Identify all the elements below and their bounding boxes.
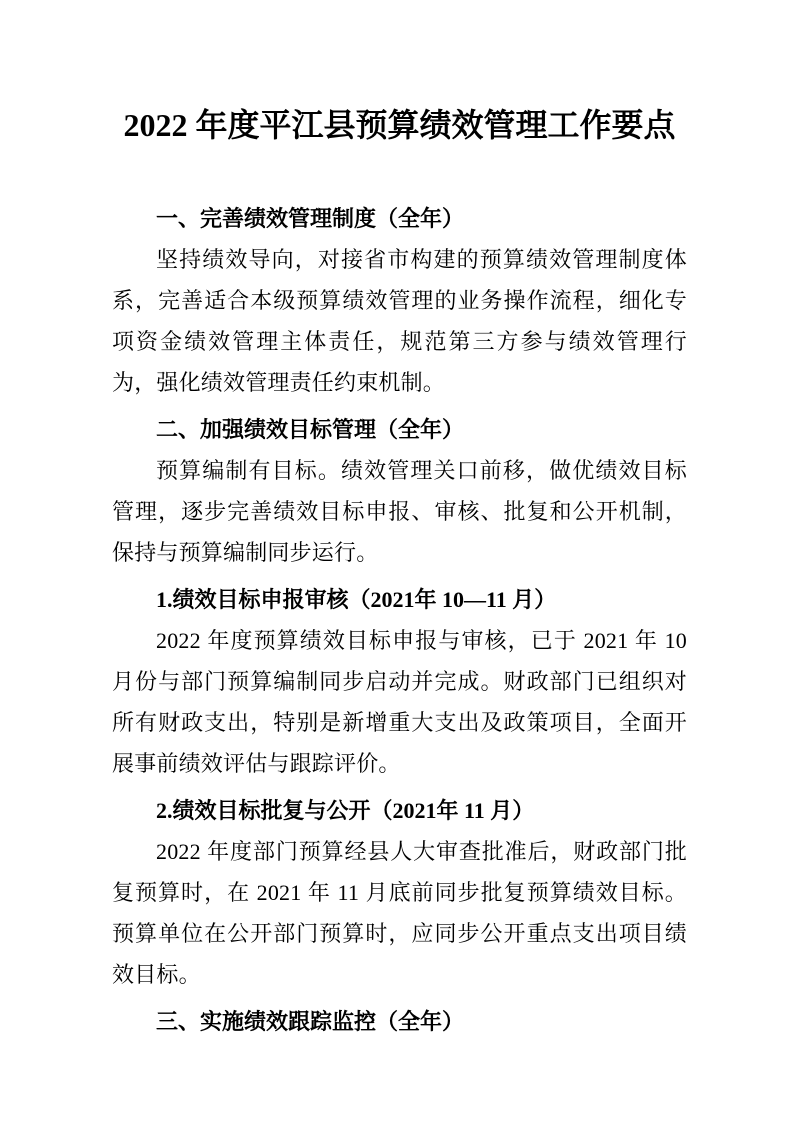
subsection-1-heading: 1.绩效目标申报审核（2021年 10—11 月） — [156, 587, 557, 612]
subsection-2-heading: 2.绩效目标批复与公开（2021年 11 月） — [156, 798, 535, 823]
section-1-paragraph: 坚持绩效导向，对接省市构建的预算绩效管理制度体系，完善适合本级预算绩效管理的业务操作流程，细化专项资金绩效管理主体责任，规范第三方参与绩效管理行为，强化绩效管理责任约束机制。 — [112, 247, 687, 395]
section-3-heading: 三、实施绩效跟踪监控（全年） — [156, 1009, 465, 1034]
section-1-heading: 一、完善绩效管理制度（全年） — [156, 206, 465, 231]
section-2-paragraph: 预算编制有目标。绩效管理关口前移，做优绩效目标管理，逐步完善绩效目标申报、审核、批复和公开机制，保持与预算编制同步运行。 — [112, 458, 687, 565]
subsection-2-paragraph: 2022 年度部门预算经县人大审查批准后，财政部门批复预算时，在 2021 年 11 月底前同步批复预算绩效目标。预算单位在公开部门预算时，应同步公开重点支出项目绩效目标。 — [112, 839, 687, 987]
subsection-1-paragraph: 2022 年度预算绩效目标申报与审核，已于 2021 年 10 月份与部门预算编制同步启动并完成。财政部门已组织对所有财政支出，特别是新增重大支出及政策项目，全面开展事前绩效评估与跟踪评价。 — [112, 628, 687, 776]
document-title: 2022 年度平江县预算绩效管理工作要点 — [123, 107, 676, 143]
section-2-heading: 二、加强绩效目标管理（全年） — [156, 417, 465, 442]
